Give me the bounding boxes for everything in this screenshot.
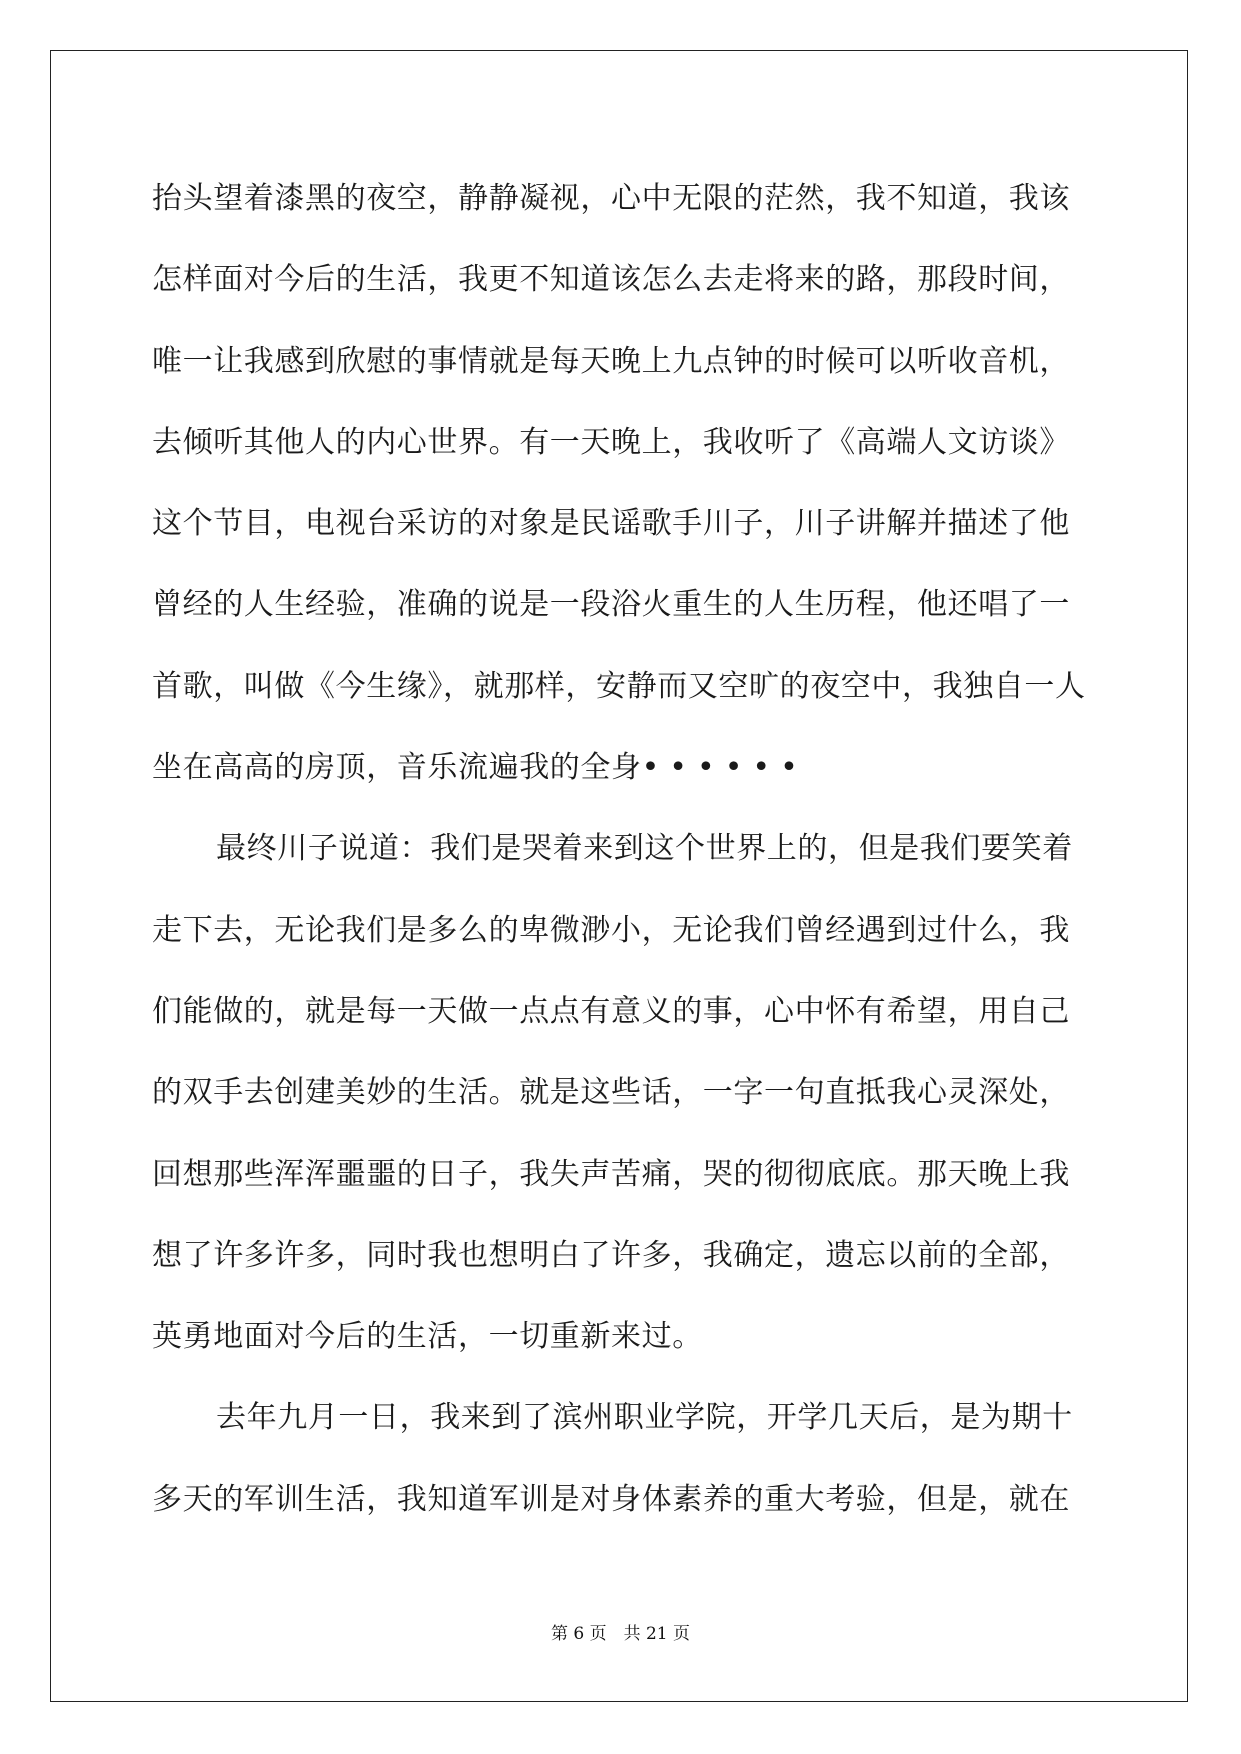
- document-body: [152, 158, 1088, 1540]
- page-number-label: 第 6 页 共 21 页: [550, 1624, 691, 1644]
- text-line: 想了许多许多，同时我也想明白了许多，我确定，遗忘以前的全部，: [152, 1237, 1070, 1273]
- text-line-with-ellipsis: [152, 727, 1088, 808]
- text-line: 这个节目，电视台采访的对象是民谣歌手川子，川子讲解并描述了他: [152, 506, 1070, 542]
- page-footer: [0, 1622, 1241, 1646]
- paragraph-start: 最终川子说道：我们是哭着来到这个世界上的，但是我们要笑着: [216, 831, 1073, 867]
- text-line: 抬头望着漆黑的夜空，静静凝视，心中无限的茫然，我不知道，我该: [152, 181, 1070, 216]
- text-line: 坐在高高的房顶，音乐流遍我的全身: [152, 750, 642, 786]
- text-line: 唯一让我感到欣慰的事情就是每天晚上九点钟的时候可以听收音机，: [152, 343, 1070, 379]
- text-line: 走下去，无论我们是多么的卑微渺小，无论我们曾经遇到过什么，我: [152, 912, 1070, 948]
- text-line: 们能做的，就是每一天做一点点有意义的事，心中怀有希望，用自己: [152, 993, 1070, 1029]
- text-line: 的双手去创建美妙的生活。就是这些话，一字一句直抵我心灵深处，: [152, 1075, 1070, 1111]
- text-line: 回想那些浑浑噩噩的日子，我失声苦痛，哭的彻彻底底。那天晚上我: [152, 1156, 1070, 1192]
- paragraph-start: 去年九月一日，我来到了滨州职业学院，开学几天后，是为期十: [216, 1400, 1073, 1436]
- text-line: 曾经的人生经验，准确的说是一段浴火重生的人生历程，他还唱了一: [152, 587, 1070, 623]
- text-line: 首歌，叫做《今生缘》，就那样，安静而又空旷的夜空中，我独自一人: [152, 668, 1086, 704]
- ellipsis-dots: ••••••: [641, 750, 808, 786]
- text-line: 怎样面对今后的生活，我更不知道该怎么去走将来的路，那段时间，: [152, 262, 1070, 298]
- text-line: 英勇地面对今后的生活，一切重新来过。: [152, 1319, 703, 1355]
- text-line: 多天的军训生活，我知道军训是对身体素养的重大考验，但是，就在: [152, 1481, 1070, 1517]
- text-line: 去倾听其他人的内心世界。有一天晚上，我收听了《高端人文访谈》: [152, 424, 1070, 460]
